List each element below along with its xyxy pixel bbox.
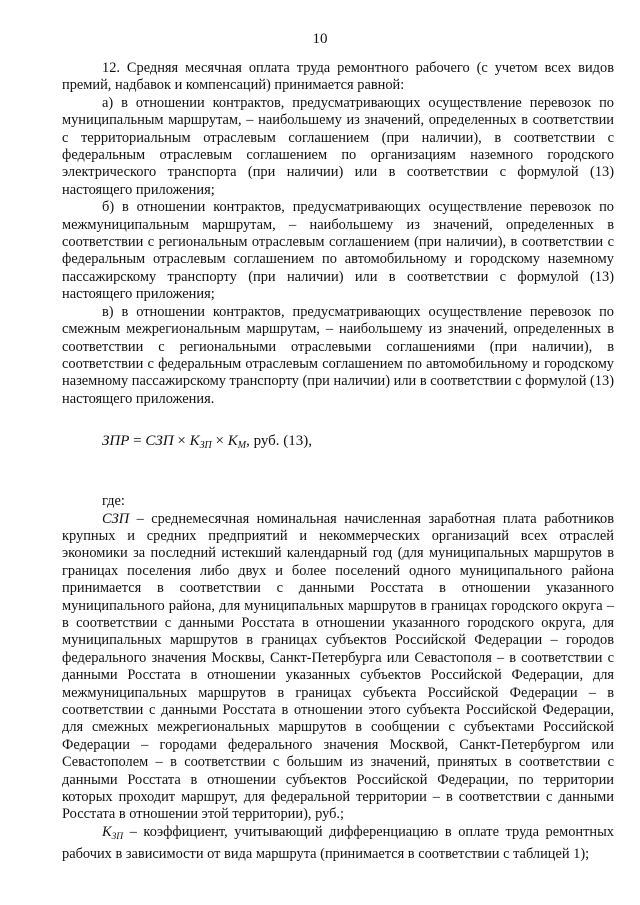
formula-zpr: ЗПР	[102, 433, 130, 450]
formula-equals: =	[129, 433, 146, 450]
page-number: 10	[312, 31, 328, 47]
paragraph-v: в) в отношении контрактов, предусматривающих осуществление перевозок по смежным межрегиональным маршрутам, – наибольшему из значений, определенных в соответствии с региональными отраслевыми соглашениями (при наличии), в соответствии с федеральным отраслевым соглашением по автомобильному и городскому наземному пассажирскому транспорту (при наличии) или в соответствии с формулой (13) настоящего приложения.	[62, 303, 614, 407]
definition-szp-term: СЗП	[102, 510, 130, 527]
document-body	[62, 60, 614, 864]
definition-kzp	[62, 824, 614, 864]
formula-kzp: К	[189, 433, 200, 450]
formula-times-1: ×	[173, 433, 190, 450]
definition-kzp-subscript: ЗП	[111, 831, 124, 842]
paragraph-12: 12. Средняя месячная оплата труда ремонтного рабочего (с учетом всех видов премий, надбавок и компенсаций) принимается равной:	[62, 60, 614, 94]
formula-km-subscript: М	[237, 440, 247, 452]
definition-kzp-text: – коэффициент, учитывающий дифференциацию в оплате труда ремонтных рабочих в зависимости от вида маршрута (принимается в соответствии с таблицей 1);	[62, 823, 614, 863]
formula-szp: СЗП	[145, 433, 174, 450]
formula-13	[102, 432, 614, 455]
definition-kzp-letter: К	[102, 823, 112, 840]
paragraph-b: б) в отношении контрактов, предусматривающих осуществление перевозок по межмуниципальным маршрутам, – наибольшему из значений, определенных в соответствии с региональным отраслевым соглашением (при наличии), в соответствии с федеральным отраслевым соглашением по автомобильному и городскому наземному пассажирскому транспорту (при наличии) или в соответствии с формулой (13) настоящего приложения;	[62, 199, 614, 303]
definition-szp-text: – среднемесячная номинальная начисленная заработная плата работников крупных и средних предприятий и некоммерческих организаций всех отраслей экономики за последний истекший календарный год (для муниципальных маршрутов в границах поселения либо двух и более поселений одного муниципального района принимается в соответствии с данными Росстата в отношении указанного муниципального района, для муниципальных маршрутов в границах городского округа – в соответствии с данными Росстата в отношении указанного городского округа, для муниципальных маршрутов в границах субъектов Российской Федерации – городов федерального значения Москвы, Санкт-Петербурга или Севастополя – в соответствии с данными Росстата в отношении указанных субъектов Российской Федерации, для межмуниципальных маршрутов в границах субъекта Российской Федерации – в соответствии с данными Росстата в отношении этого субъекта Российской Федерации, для смежных межрегиональных маршрутов в сообщении с субъектами Российской Федерации – городами федерального значения Москвой, Санкт-Петербургом или Севастополем – в соответствии с большим из значений, принятых в соответствии с данными Росстата в отношении субъектов Российской Федерации, по территории которых проходит маршрут, для федеральной территории – в соответствии с данными Росстата в отношении этой территории), руб.;	[62, 510, 614, 823]
paragraph-a: а) в отношении контрактов, предусматривающих осуществление перевозок по муниципальным маршрутам, – наибольшему из значений, определенных в соответствии с территориальным отраслевым соглашением (при наличии), в соответствии с федеральным отраслевым соглашением по организациям наземного городского электрического транспорта (при наличии) или в соответствии с формулой (13) настоящего приложения;	[62, 94, 614, 198]
definition-szp	[62, 511, 614, 824]
where-label: где:	[102, 493, 125, 510]
formula-tail: , руб. (13),	[246, 433, 313, 450]
formula-km: К	[227, 433, 238, 450]
formula-kzp-subscript: ЗП	[199, 440, 212, 452]
definition-kzp-term	[102, 824, 123, 840]
formula-times-2: ×	[211, 433, 228, 450]
